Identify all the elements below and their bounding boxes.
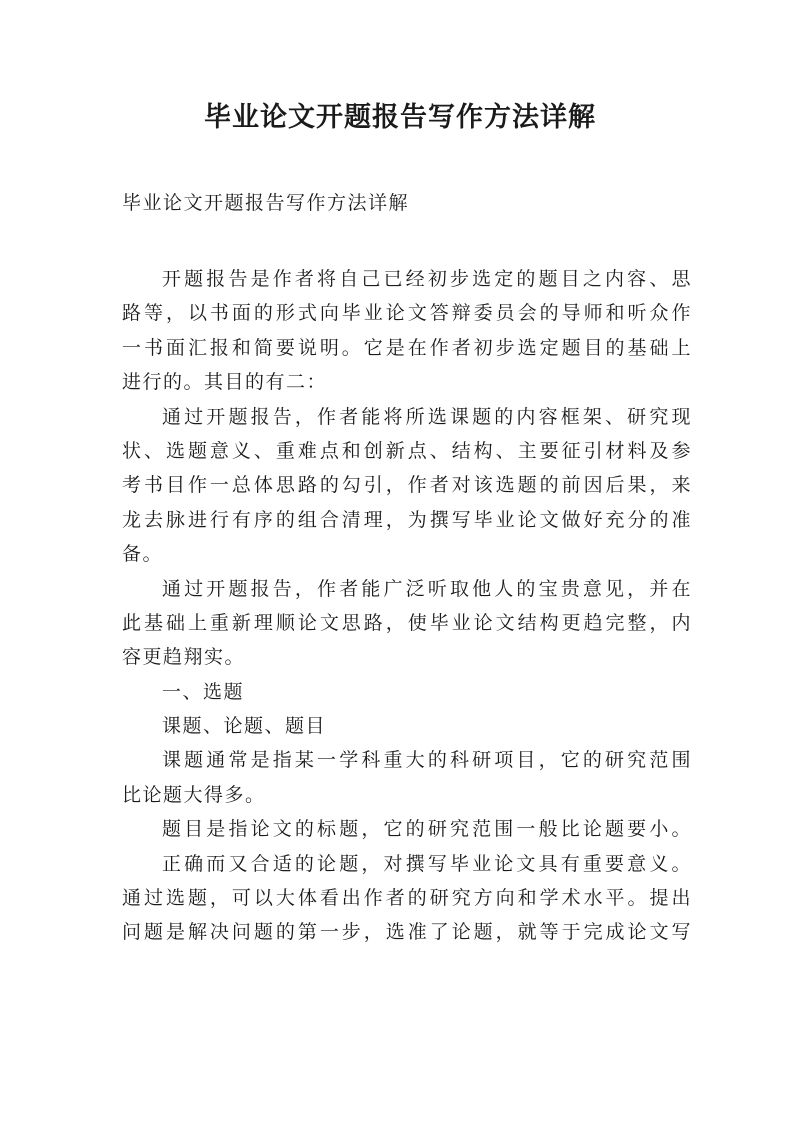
document-subtitle: 毕业论文开题报告写作方法详解 xyxy=(122,192,410,214)
text-line: 通过开题报告，作者能广泛听取他人的宝贵意见，并在 xyxy=(162,577,692,600)
text-line: 备。 xyxy=(122,543,164,566)
text-line: 容更趋翔实。 xyxy=(122,646,246,669)
text-line: 课题、论题、题目 xyxy=(162,715,327,738)
text-line: 状、选题意义、重难点和创新点、结构、主要征引材料及参 xyxy=(122,439,692,462)
text-line: 一、选题 xyxy=(162,680,245,703)
text-line: 比论题大得多。 xyxy=(122,783,266,806)
text-line: 龙去脉进行有序的组合清理，为撰写毕业论文做好充分的准 xyxy=(122,508,692,531)
text-line: 进行的。其目的有二： xyxy=(122,371,328,394)
text-line: 题目是指论文的标题，它的研究范围一般比论题要小。 xyxy=(162,818,692,841)
document-title: 毕业论文开题报告写作方法详解 xyxy=(204,102,596,133)
document-body xyxy=(122,262,692,950)
text-line: 问题是解决问题的第一步，选准了论题，就等于完成论文写 xyxy=(122,921,692,944)
text-line: 开题报告是作者将自己已经初步选定的题目之内容、思 xyxy=(162,268,692,290)
text-line: 通过选题，可以大体看出作者的研究方向和学术水平。提出 xyxy=(122,887,692,910)
text-line: 通过开题报告，作者能将所选课题的内容框架、研究现 xyxy=(162,405,692,428)
text-line: 此基础上重新理顺论文思路，使毕业论文结构更趋完整，内 xyxy=(122,611,692,634)
text-line: 考书目作一总体思路的勾引，作者对该选题的前因后果，来 xyxy=(122,474,692,497)
text-line: 正确而又合适的论题，对撰写毕业论文具有重要意义。 xyxy=(162,852,692,875)
text-line: 路等，以书面的形式向毕业论文答辩委员会的导师和听众作 xyxy=(122,302,692,325)
text-line: 一书面汇报和简要说明。它是在作者初步选定题目的基础上 xyxy=(122,336,692,359)
text-line: 课题通常是指某一学科重大的科研项目，它的研究范围 xyxy=(162,749,692,772)
